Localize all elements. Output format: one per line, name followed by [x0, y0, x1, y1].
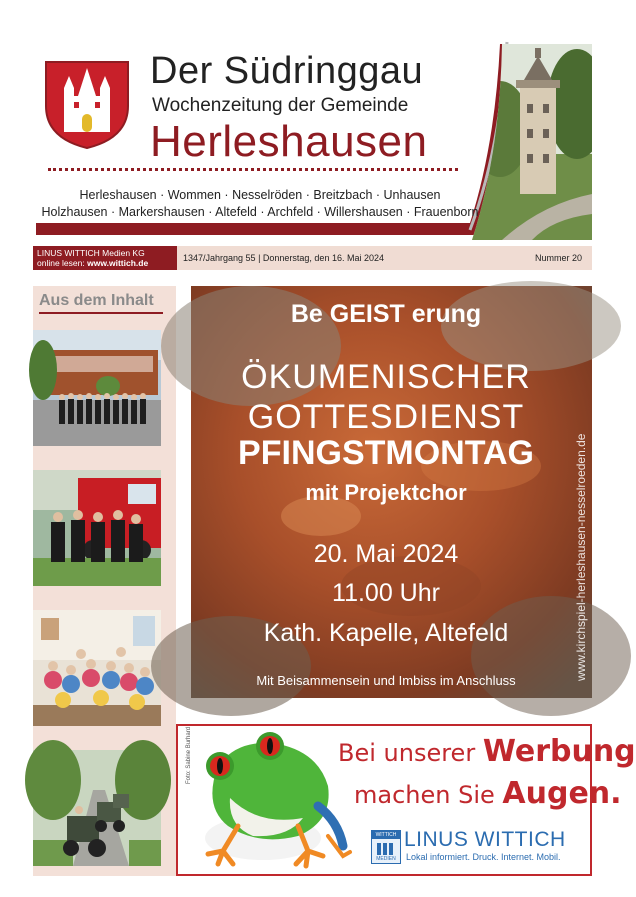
issue-number: Nummer 20 — [534, 253, 582, 263]
ad-headline: Be GEIST erung — [290, 300, 482, 328]
slogan-line-1 — [338, 734, 636, 769]
logo-top-text: WITTICH — [372, 831, 400, 839]
online-prefix: online lesen: — [37, 258, 88, 268]
ad-date: 20. Mai 2024 — [313, 540, 459, 568]
photo-credit: Foto: Sabine Burhard — [186, 726, 192, 784]
castle-photo — [472, 44, 592, 240]
ad-line-gottesdienst: GOTTESDIENST — [247, 398, 525, 436]
district-list — [40, 187, 480, 221]
ad-line-projektchor: mit Projektchor — [305, 480, 467, 505]
ad-line-oekumenisch: ÖKUMENISCHER — [241, 358, 531, 396]
online-url-link[interactable]: www.wittich.de — [87, 258, 149, 268]
slogan-line-2 — [354, 776, 622, 811]
contents-heading-underline — [39, 312, 163, 314]
newspaper-subtitle: Wochenzeitung der Gemeinde — [152, 95, 409, 116]
tree-frog-image — [178, 726, 353, 874]
wittich-brand-name: LINUS WITTICH — [404, 828, 566, 851]
ad-website-link[interactable]: www.kirchspiel-herleshausen-nesselroeden.de — [574, 433, 588, 681]
wittich-medien-logo-icon — [371, 830, 401, 864]
church-service-advert[interactable] — [191, 286, 592, 698]
publisher-box — [33, 246, 177, 270]
wittich-tagline: Lokal informiert. Druck. Internet. Mobil. — [406, 852, 561, 862]
ad-line-pfingstmontag: PFINGSTMONTAG — [238, 434, 534, 472]
ad-time: 11.00 Uhr — [332, 579, 440, 607]
dotted-divider — [48, 168, 458, 171]
slogan-2-text: machen Sie — [354, 781, 503, 809]
issue-details: 1347/Jahrgang 55 | Donnerstag, den 16. Mai 2024 — [183, 253, 384, 263]
wittich-advert[interactable] — [176, 724, 636, 876]
logo-bottom-text: MEDIEN — [376, 856, 396, 862]
slogan-1-bold: Werbung — [482, 734, 636, 769]
district-line-2: Holzhausen · Markershausen · Altefeld · Archfeld · Willershausen · Frauenborn — [41, 205, 479, 219]
thumbnail-kindergarten[interactable] — [33, 610, 161, 726]
newspaper-title: Der Südringgau — [150, 50, 424, 92]
masthead — [0, 0, 625, 242]
publisher-name: LINUS WITTICH Medien KG — [37, 248, 145, 258]
thumbnail-group-photo[interactable] — [33, 330, 161, 446]
slogan-1-text: Bei unserer — [338, 739, 483, 767]
coat-of-arms-icon — [44, 58, 130, 150]
ad-location: Kath. Kapelle, Altefeld — [263, 619, 509, 647]
contents-sidebar — [33, 286, 176, 876]
town-name: Herleshausen — [150, 117, 428, 166]
issue-info-bar — [33, 246, 592, 270]
online-read-line — [37, 258, 173, 268]
contents-heading: Aus dem Inhalt — [39, 292, 154, 309]
thumbnail-fire-brigade[interactable] — [33, 470, 161, 586]
slogan-2-bold: Augen. — [502, 776, 622, 811]
ad-footnote: Mit Beisammensein und Imbiss im Anschluss — [256, 673, 516, 688]
thumbnail-tractor-parade[interactable] — [33, 750, 161, 866]
district-line-1: Herleshausen · Wommen · Nesselröden · Breitzbach · Unhausen — [79, 188, 441, 202]
